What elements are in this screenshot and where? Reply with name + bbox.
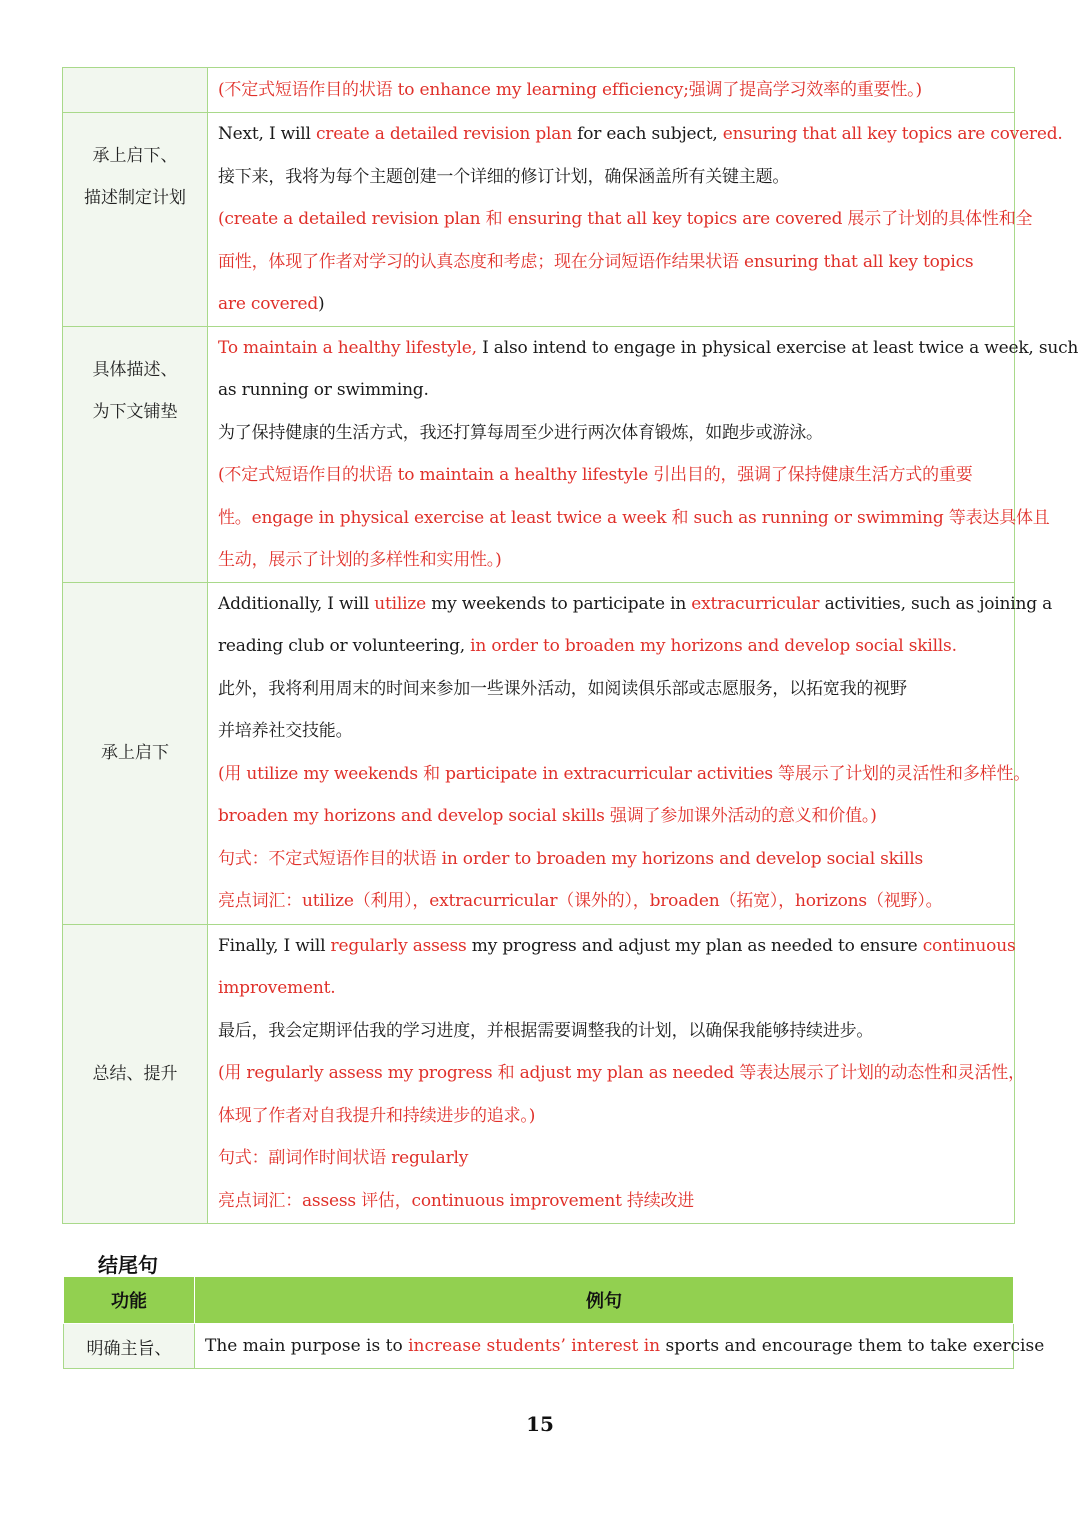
text-line xyxy=(218,113,1063,156)
content-cell xyxy=(208,113,1063,327)
text-line xyxy=(218,198,1033,241)
highlight-text: 亮点词汇：utilize（利用），extracurricular（课外的），broaden（拓宽），horizons（视野）。 xyxy=(218,891,943,911)
table-row xyxy=(63,582,1015,924)
text-line xyxy=(218,795,1006,838)
text-line xyxy=(218,1137,1006,1180)
text-line xyxy=(218,710,1006,753)
function-label-line: 描述制定计划 xyxy=(84,188,186,208)
function-label-line: 承上启下、 xyxy=(92,146,178,166)
content-cell xyxy=(208,68,1015,113)
highlight-text: broaden my horizons and develop social skills 强调了参加课外活动的意义和价值。) xyxy=(218,806,877,826)
text-line xyxy=(218,668,1006,711)
section-title-closing: 结尾句 xyxy=(98,1253,158,1277)
highlight-text: 亮点词汇：assess 评估，continuous improvement 持续改进 xyxy=(218,1190,695,1211)
body-text: 为了保持健康的生活方式，我还打算每周至少进行两次体育锻炼，如跑步或游泳。 xyxy=(218,422,823,443)
function-cell xyxy=(63,68,208,113)
body-text: my progress and adjust my plan as needed to ensure xyxy=(466,935,923,956)
text-line xyxy=(218,925,1016,968)
text-line xyxy=(218,497,1050,540)
function-cell xyxy=(63,582,208,924)
text-line xyxy=(218,283,1006,326)
table-header-row xyxy=(64,1277,1014,1324)
body-text: The main purpose is to xyxy=(205,1336,409,1356)
text-line xyxy=(218,241,1006,284)
highlight-text: improvement. xyxy=(218,978,336,998)
highlight-text: extracurricular xyxy=(691,593,820,614)
function-cell: 明确主旨、 xyxy=(64,1324,195,1369)
highlight-text: ensuring that all key topics are covered. xyxy=(722,124,1063,144)
body-text: my weekends to participate in xyxy=(426,593,692,614)
highlight-text: 体现了作者对自我提升和持续进步的追求。) xyxy=(218,1105,536,1126)
body-text: 最后，我会定期评估我的学习进度，并根据需要调整我的计划，以确保我能够持续进步。 xyxy=(218,1020,874,1041)
text-line xyxy=(218,454,1006,497)
highlight-text: (用 regularly assess my progress 和 adjust my plan as needed 等表达展示了计划的动态性和灵活性， xyxy=(218,1063,1025,1083)
table-row xyxy=(63,924,1015,1223)
body-text: 并培养社交技能。 xyxy=(218,721,353,741)
body-text: Finally, I will xyxy=(218,935,331,956)
body-text: sports and encourage them to take exercise xyxy=(660,1336,1045,1356)
text-line xyxy=(218,1180,1006,1223)
body-text: for each subject, xyxy=(571,124,723,144)
highlight-text: utilize xyxy=(374,593,426,614)
highlight-text: 句式：副词作时间状语 regularly xyxy=(218,1148,469,1168)
highlight-text: (create a detailed revision plan 和 ensuring that all key topics are covered 展示了计划的具体性和全 xyxy=(218,209,1033,229)
text-line xyxy=(218,156,1006,199)
highlight-text: 生动，展示了计划的多样性和实用性。) xyxy=(218,550,502,570)
highlight-text: in order to broaden my horizons and develop social skills. xyxy=(470,636,957,656)
body-text: I also intend to engage in physical exercise at least twice a week, such xyxy=(476,337,1079,358)
highlight-text: increase students’ interest in xyxy=(408,1336,661,1356)
content-cell xyxy=(208,924,1025,1223)
header-function: 功能 xyxy=(64,1277,195,1324)
body-text: reading club or volunteering, xyxy=(218,636,471,656)
highlight-text: are covered xyxy=(218,294,319,314)
content-cell xyxy=(208,326,1079,582)
function-label-line: 具体描述、 xyxy=(92,359,178,380)
highlight-text: regularly assess xyxy=(330,935,467,956)
body-text: Additionally, I will xyxy=(218,593,375,614)
function-label xyxy=(63,925,207,1223)
highlight-text: (不定式短语作目的状语 to enhance my learning efficiency;强调了提高学习效率的重要性。) xyxy=(218,80,922,100)
table-row xyxy=(63,113,1015,327)
highlight-text: (用 utilize my weekends 和 participate in extracurricular activities 等展示了计划的灵活性和多样性。 xyxy=(218,763,1031,784)
example-cell xyxy=(195,1324,1045,1369)
function-cell xyxy=(63,924,208,1223)
function-cell xyxy=(63,113,208,327)
header-example: 例句 xyxy=(195,1277,1014,1324)
text-line xyxy=(218,369,1006,412)
highlight-text: create a detailed revision plan xyxy=(315,124,572,144)
text-line xyxy=(218,327,1079,370)
text-line xyxy=(218,625,1006,668)
function-label xyxy=(63,583,207,924)
function-cell xyxy=(63,326,208,582)
text-line xyxy=(218,838,1006,881)
function-label-line: 为下文铺垫 xyxy=(92,401,178,422)
text-line xyxy=(218,967,1006,1010)
highlight-text: 句式：不定式短语作目的状语 in order to broaden my horizons and develop social skills xyxy=(218,848,924,869)
highlight-text: 面性，体现了作者对学习的认真态度和考虑；现在分词短语作结果状语 ensuring that all key topics xyxy=(218,251,974,272)
text-line xyxy=(218,1052,1025,1095)
highlight-text: (不定式短语作目的状语 to maintain a healthy lifestyle 引出目的，强调了保持健康生活方式的重要 xyxy=(218,465,973,485)
body-text: 接下来，我将为每个主题创建一个详细的修订计划，确保涵盖所有关键主题。 xyxy=(218,166,790,187)
table-row xyxy=(63,68,1015,113)
highlight-text: 性。engage in physical exercise at least twice a week 和 such as running or swimming 等表达具体且 xyxy=(218,507,1050,528)
function-label xyxy=(63,327,207,433)
page-number: 15 xyxy=(526,1412,554,1436)
function-label xyxy=(63,113,207,219)
text-line xyxy=(218,1010,1006,1053)
content-cell xyxy=(208,582,1053,924)
table-row xyxy=(64,1324,1014,1369)
text-line xyxy=(218,753,1031,796)
writing-analysis-table xyxy=(62,67,1079,1224)
body-text: ) xyxy=(318,294,325,314)
text-line xyxy=(218,583,1053,626)
highlight-text: To maintain a healthy lifestyle, xyxy=(218,337,477,358)
table-row xyxy=(63,326,1015,582)
closing-sentence-table xyxy=(63,1276,1045,1369)
text-line xyxy=(218,1095,1006,1138)
body-text: as running or swimming. xyxy=(218,380,429,400)
text-line xyxy=(218,69,1006,112)
text-line xyxy=(218,880,1006,923)
body-text: 此外，我将利用周末的时间来参加一些课外活动，如阅读俱乐部或志愿服务，以拓宽我的视野 xyxy=(218,678,907,699)
function-label-line: 总结、提升 xyxy=(92,1063,178,1084)
function-label-line: 承上启下 xyxy=(101,743,169,763)
text-line xyxy=(218,412,1006,455)
body-text: Next, I will xyxy=(218,124,316,144)
text-line xyxy=(218,539,1006,582)
highlight-text: continuous xyxy=(922,935,1016,956)
body-text: activities, such as joining a xyxy=(819,593,1053,614)
